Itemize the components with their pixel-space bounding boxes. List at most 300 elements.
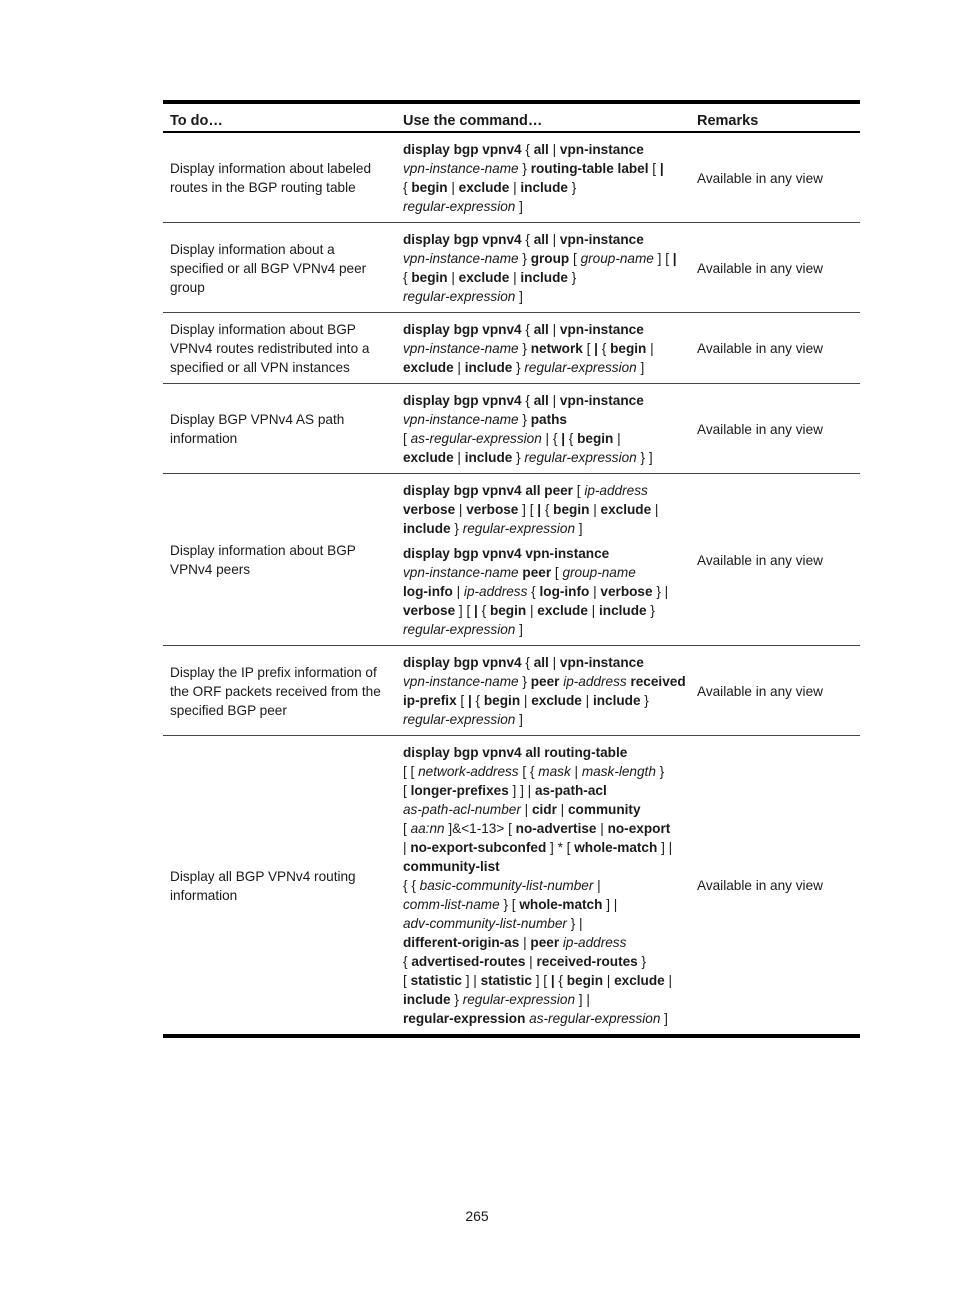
command-argument: regular-expression <box>403 622 516 637</box>
command-argument: mask <box>538 764 571 779</box>
command-syntax: { <box>471 693 484 708</box>
command-keyword: routing-table label <box>530 161 649 176</box>
todo-line: Display BGP VPNv4 AS path <box>170 412 345 427</box>
command-line <box>403 620 684 639</box>
command-syntax: ] [ <box>653 251 673 266</box>
command-keyword: whole-match <box>574 840 658 855</box>
command-syntax: ] <box>515 712 523 727</box>
command-keyword: verbose <box>403 502 456 517</box>
command-argument: regular-expression <box>524 450 637 465</box>
command-keyword: statistic <box>480 973 532 988</box>
command-syntax: } <box>518 412 531 427</box>
command-keyword: received <box>630 674 686 689</box>
header-todo: To do… <box>163 102 396 132</box>
command-syntax: { <box>527 584 540 599</box>
command-keyword: display bgp vpnv4 <box>403 322 522 337</box>
command-keyword: vpn-instance <box>559 655 644 670</box>
command-keyword: display bgp vpnv4 <box>403 655 522 670</box>
command-syntax: [ <box>569 251 581 266</box>
command-syntax: } | <box>566 916 583 931</box>
command-argument: adv-community-list-number <box>403 916 567 931</box>
command-syntax: | <box>548 655 560 670</box>
command-block <box>403 481 684 538</box>
remarks-cell: Available in any view <box>690 646 860 736</box>
command-line <box>403 971 684 990</box>
command-keyword: advertised-routes <box>411 954 526 969</box>
command-syntax: } <box>567 270 577 285</box>
command-keyword: regular-expression <box>403 1011 526 1026</box>
command-syntax: | <box>452 584 464 599</box>
command-keyword: exclude <box>403 360 454 375</box>
command-line <box>403 691 684 710</box>
todo-line: VPNv4 peers <box>170 562 251 577</box>
todo-line: Display all BGP VPNv4 routing <box>170 868 356 884</box>
command-line <box>403 287 684 306</box>
command-table <box>163 100 860 1038</box>
command-syntax: [ <box>403 973 411 988</box>
command-line <box>403 781 684 800</box>
command-block <box>403 653 684 729</box>
header-remarks: Remarks <box>690 102 860 132</box>
todo-line: Display information about a <box>170 241 335 257</box>
command-keyword: verbose <box>600 584 653 599</box>
command-keyword: all <box>533 322 549 337</box>
command-syntax: { <box>554 973 567 988</box>
command-syntax: ] [ <box>531 973 551 988</box>
command-syntax: | <box>556 802 568 817</box>
todo-line: Display the IP prefix information of <box>170 664 377 680</box>
command-syntax: | <box>447 270 459 285</box>
command-syntax: [ <box>551 565 563 580</box>
command-line <box>403 563 684 582</box>
todo-line: routes in the BGP routing table <box>170 180 356 195</box>
remarks-cell: Available in any view <box>690 313 860 384</box>
command-syntax: { { <box>403 878 420 893</box>
command-syntax: { <box>541 502 554 517</box>
command-block <box>403 391 684 467</box>
command-line <box>403 268 684 287</box>
command-block <box>403 544 684 639</box>
table-row <box>163 223 860 313</box>
page-number: 265 <box>465 1208 489 1224</box>
command-keyword: whole-match <box>519 897 603 912</box>
command-syntax: | <box>509 270 521 285</box>
command-syntax: | <box>587 603 599 618</box>
command-keyword: no-export-subconfed <box>410 840 547 855</box>
header-command: Use the command… <box>396 102 690 132</box>
command-keyword: | <box>659 161 664 176</box>
command-syntax: | <box>525 954 537 969</box>
command-syntax: [ <box>403 783 411 798</box>
command-argument: as-path-acl-number <box>403 802 521 817</box>
command-syntax: } <box>640 693 649 708</box>
command-keyword: peer <box>530 935 560 950</box>
command-syntax: ] <box>575 521 583 536</box>
command-keyword: vpn-instance <box>559 322 644 337</box>
command-syntax: | <box>596 821 608 836</box>
command-keyword: all <box>533 655 549 670</box>
command-syntax: ] [ <box>455 603 475 618</box>
command-syntax: | <box>453 450 465 465</box>
remarks-cell: Available in any view <box>690 736 860 1037</box>
command-argument: ip-address <box>463 584 528 599</box>
command-keyword: begin <box>610 341 647 356</box>
command-keyword: display bgp vpnv4 <box>403 393 522 408</box>
command-argument: as-regular-expression <box>529 1011 661 1026</box>
command-syntax: } <box>518 251 531 266</box>
command-syntax: ] | <box>575 992 590 1007</box>
command-syntax: | { <box>541 431 562 446</box>
command-keyword: exclude <box>531 693 582 708</box>
command-cell <box>396 132 690 223</box>
command-argument: regular-expression <box>403 199 516 214</box>
command-cell <box>396 313 690 384</box>
command-line <box>403 672 684 691</box>
command-argument: network-address <box>418 764 519 779</box>
todo-line: specified or all BGP VPNv4 peer <box>170 260 367 276</box>
command-syntax: | <box>581 693 593 708</box>
command-syntax: } <box>518 341 531 356</box>
command-cell <box>396 474 690 646</box>
command-syntax: ]&<1-13> [ <box>444 821 516 836</box>
command-keyword: begin <box>489 603 527 618</box>
command-keyword: no-advertise <box>515 821 597 836</box>
command-keyword: vpn-instance <box>559 393 644 408</box>
table-header-row <box>163 102 860 132</box>
command-argument: vpn-instance-name <box>403 161 519 176</box>
command-syntax: | <box>664 973 673 988</box>
command-syntax: { <box>403 180 412 195</box>
command-argument: group-name <box>580 251 654 266</box>
command-syntax: } <box>512 360 525 375</box>
remarks-cell: Available in any view <box>690 384 860 474</box>
command-argument: as-regular-expression <box>410 431 542 446</box>
command-syntax: [ <box>403 431 411 446</box>
command-syntax: } | <box>652 584 669 599</box>
command-line <box>403 544 684 563</box>
command-keyword: begin <box>483 693 521 708</box>
command-line <box>403 800 684 819</box>
command-keyword: begin <box>577 431 614 446</box>
command-keyword: peer <box>530 674 560 689</box>
command-keyword: begin <box>411 270 448 285</box>
todo-line: the ORF packets received from the <box>170 683 381 699</box>
command-keyword: display bgp vpnv4 vpn-instance <box>403 546 610 561</box>
command-line <box>403 743 684 762</box>
command-keyword: vpn-instance <box>559 232 644 247</box>
table-row <box>163 132 860 223</box>
command-argument: regular-expression <box>403 712 516 727</box>
command-argument: regular-expression <box>403 289 516 304</box>
command-syntax: ] <box>515 289 523 304</box>
todo-line: specified BGP peer <box>170 702 287 718</box>
command-line <box>403 481 684 500</box>
command-syntax: { <box>521 232 534 247</box>
command-keyword: | <box>672 251 677 266</box>
command-syntax: [ <box>403 821 411 836</box>
command-syntax: { <box>565 431 578 446</box>
command-keyword: exclude <box>600 502 652 517</box>
command-syntax: ] <box>660 1011 668 1026</box>
command-keyword: different-origin-as <box>403 935 520 950</box>
command-line <box>403 914 684 933</box>
command-keyword: include <box>464 450 513 465</box>
command-syntax: } <box>450 521 463 536</box>
command-line <box>403 519 684 538</box>
command-keyword: display bgp vpnv4 all peer <box>403 483 573 498</box>
command-keyword: log-info <box>403 584 453 599</box>
command-syntax: | <box>613 431 621 446</box>
command-argument: regular-expression <box>462 992 576 1007</box>
command-syntax: | <box>526 603 538 618</box>
command-line <box>403 710 684 729</box>
todo-line: Display information about BGP <box>170 322 356 337</box>
command-keyword: include <box>464 360 513 375</box>
command-syntax: [ [ <box>403 764 419 779</box>
command-argument: group-name <box>562 565 636 580</box>
command-line <box>403 358 684 377</box>
command-syntax: | <box>447 180 459 195</box>
command-line <box>403 230 684 249</box>
command-argument: regular-expression <box>462 521 576 536</box>
command-keyword: include <box>403 992 451 1007</box>
command-syntax: | <box>593 878 601 893</box>
command-line <box>403 819 684 838</box>
command-syntax: } <box>450 992 463 1007</box>
command-keyword: include <box>403 521 451 536</box>
todo-cell <box>163 313 396 384</box>
command-syntax: { <box>521 655 534 670</box>
command-syntax: ] * [ <box>546 840 575 855</box>
command-cell <box>396 384 690 474</box>
command-syntax: { <box>477 603 490 618</box>
command-keyword: | <box>474 603 478 618</box>
command-syntax: | <box>548 142 560 157</box>
command-line <box>403 320 684 339</box>
command-keyword: log-info <box>539 584 590 599</box>
command-syntax: | <box>519 935 531 950</box>
todo-cell <box>163 223 396 313</box>
command-keyword: | <box>537 502 542 517</box>
command-keyword: community <box>568 802 641 817</box>
command-syntax: | <box>603 973 615 988</box>
command-cell <box>396 223 690 313</box>
command-syntax: ] ] | <box>508 783 535 798</box>
table-row <box>163 384 860 474</box>
command-argument: ip-address <box>562 935 627 950</box>
command-argument: vpn-instance-name <box>403 341 519 356</box>
command-line <box>403 178 684 197</box>
command-syntax: } <box>518 161 531 176</box>
command-keyword: paths <box>530 412 567 427</box>
command-syntax: | <box>403 840 411 855</box>
command-syntax: | <box>548 393 560 408</box>
table-row <box>163 313 860 384</box>
command-keyword: verbose <box>403 603 456 618</box>
todo-line: information <box>170 887 238 903</box>
command-keyword: begin <box>566 973 603 988</box>
command-syntax: ] | <box>657 840 673 855</box>
command-keyword: | <box>467 693 472 708</box>
command-line <box>403 990 684 1009</box>
command-line <box>403 159 684 178</box>
command-syntax: | <box>520 693 532 708</box>
todo-line: Display information about BGP <box>170 543 356 558</box>
command-syntax: { <box>403 270 412 285</box>
table-row <box>163 736 860 1037</box>
command-syntax: | <box>646 341 654 356</box>
todo-line: specified or all VPN instances <box>170 360 350 375</box>
command-keyword: statistic <box>410 973 462 988</box>
command-argument: vpn-instance-name <box>403 674 519 689</box>
command-argument: regular-expression <box>524 360 637 375</box>
command-block <box>403 743 684 1028</box>
command-keyword: | <box>561 431 565 446</box>
command-line <box>403 952 684 971</box>
command-syntax: | <box>453 360 465 375</box>
todo-cell <box>163 646 396 736</box>
command-syntax: | <box>570 764 582 779</box>
remarks-cell: Available in any view <box>697 170 823 186</box>
command-keyword: | <box>594 341 598 356</box>
command-line <box>403 895 684 914</box>
command-line <box>403 601 684 620</box>
command-syntax: ] [ <box>518 502 538 517</box>
command-keyword: exclude <box>403 450 454 465</box>
command-line <box>403 762 684 781</box>
command-syntax: ] <box>636 360 645 375</box>
command-argument: aa:nn <box>410 821 445 836</box>
command-line <box>403 448 684 467</box>
command-syntax: { <box>521 393 534 408</box>
todo-cell <box>163 474 396 646</box>
todo-line: VPNv4 routes redistributed into a <box>170 341 370 356</box>
command-keyword: received-routes <box>536 954 638 969</box>
command-syntax: { <box>597 341 611 356</box>
command-keyword: begin <box>411 180 448 195</box>
command-argument: vpn-instance-name <box>403 412 519 427</box>
command-argument: ip-address <box>584 483 648 498</box>
command-line <box>403 876 684 895</box>
command-syntax: [ <box>582 341 595 356</box>
command-keyword: no-export <box>607 821 671 836</box>
command-line <box>403 1009 684 1028</box>
command-line <box>403 140 684 159</box>
command-keyword: exclude <box>458 270 510 285</box>
command-keyword: include <box>520 180 568 195</box>
command-argument: basic-community-list-number <box>419 878 594 893</box>
command-keyword: all <box>533 393 549 408</box>
command-keyword: exclude <box>537 603 588 618</box>
command-syntax: | <box>589 584 601 599</box>
command-line <box>403 838 684 857</box>
command-keyword: display bgp vpnv4 all routing-table <box>403 745 628 760</box>
command-line <box>403 500 684 519</box>
command-syntax: } <box>518 674 531 689</box>
command-syntax: | <box>509 180 521 195</box>
command-argument: mask-length <box>581 764 656 779</box>
command-keyword: network <box>530 341 583 356</box>
command-keyword: community-list <box>403 859 500 874</box>
command-syntax: | <box>455 502 467 517</box>
command-block <box>403 230 684 306</box>
todo-cell <box>163 132 396 223</box>
command-line <box>403 339 684 358</box>
command-line <box>403 653 684 672</box>
command-keyword: group <box>530 251 570 266</box>
command-keyword: longer-prefixes <box>410 783 509 798</box>
command-syntax: [ <box>572 483 585 498</box>
command-syntax: [ { <box>518 764 539 779</box>
command-keyword: vpn-instance <box>559 142 644 157</box>
command-keyword: exclude <box>458 180 510 195</box>
todo-cell <box>163 384 396 474</box>
todo-line: group <box>170 279 205 295</box>
command-line <box>403 582 684 601</box>
command-line <box>403 391 684 410</box>
command-syntax: { <box>403 954 412 969</box>
todo-line: information <box>170 431 238 446</box>
command-syntax: ] <box>515 199 523 214</box>
remarks-cell: Available in any view <box>690 223 860 313</box>
command-line <box>403 410 684 429</box>
command-keyword: cidr <box>531 802 557 817</box>
command-keyword: include <box>592 693 641 708</box>
todo-cell <box>163 736 396 1037</box>
command-line <box>403 933 684 952</box>
command-syntax: ] <box>515 622 523 637</box>
remarks-cell: Available in any view <box>690 474 860 646</box>
command-keyword: begin <box>553 502 590 517</box>
command-syntax: | <box>548 322 560 337</box>
command-syntax: ] | <box>461 973 481 988</box>
command-keyword: ip-prefix <box>403 693 457 708</box>
command-keyword: verbose <box>466 502 519 517</box>
table-row <box>163 646 860 736</box>
command-syntax: { <box>521 322 534 337</box>
command-argument: vpn-instance-name <box>403 565 519 580</box>
command-argument: ip-address <box>563 674 627 689</box>
command-line <box>403 249 684 268</box>
table-row <box>163 474 860 646</box>
command-keyword: include <box>599 603 647 618</box>
command-syntax: } <box>655 764 665 779</box>
command-argument: comm-list-name <box>403 897 500 912</box>
command-syntax: { <box>521 142 534 157</box>
command-argument: vpn-instance-name <box>403 251 519 266</box>
command-keyword: all <box>533 142 549 157</box>
command-line <box>403 197 684 216</box>
command-keyword: display bgp vpnv4 <box>403 142 522 157</box>
command-keyword: as-path-acl <box>534 783 607 798</box>
command-keyword: all <box>533 232 549 247</box>
command-syntax: } <box>637 954 647 969</box>
command-keyword: | <box>550 973 555 988</box>
command-keyword: include <box>520 270 568 285</box>
command-syntax: } <box>567 180 577 195</box>
todo-line: Display information about labeled <box>170 161 372 176</box>
table-body <box>163 132 860 1036</box>
command-syntax: [ <box>648 161 660 176</box>
command-syntax: | <box>520 802 532 817</box>
command-block <box>403 140 684 216</box>
command-syntax: ] | <box>602 897 618 912</box>
command-cell <box>396 646 690 736</box>
command-keyword: peer <box>522 565 552 580</box>
command-syntax: | <box>651 502 659 517</box>
command-block <box>403 320 684 377</box>
command-syntax: [ <box>456 693 468 708</box>
